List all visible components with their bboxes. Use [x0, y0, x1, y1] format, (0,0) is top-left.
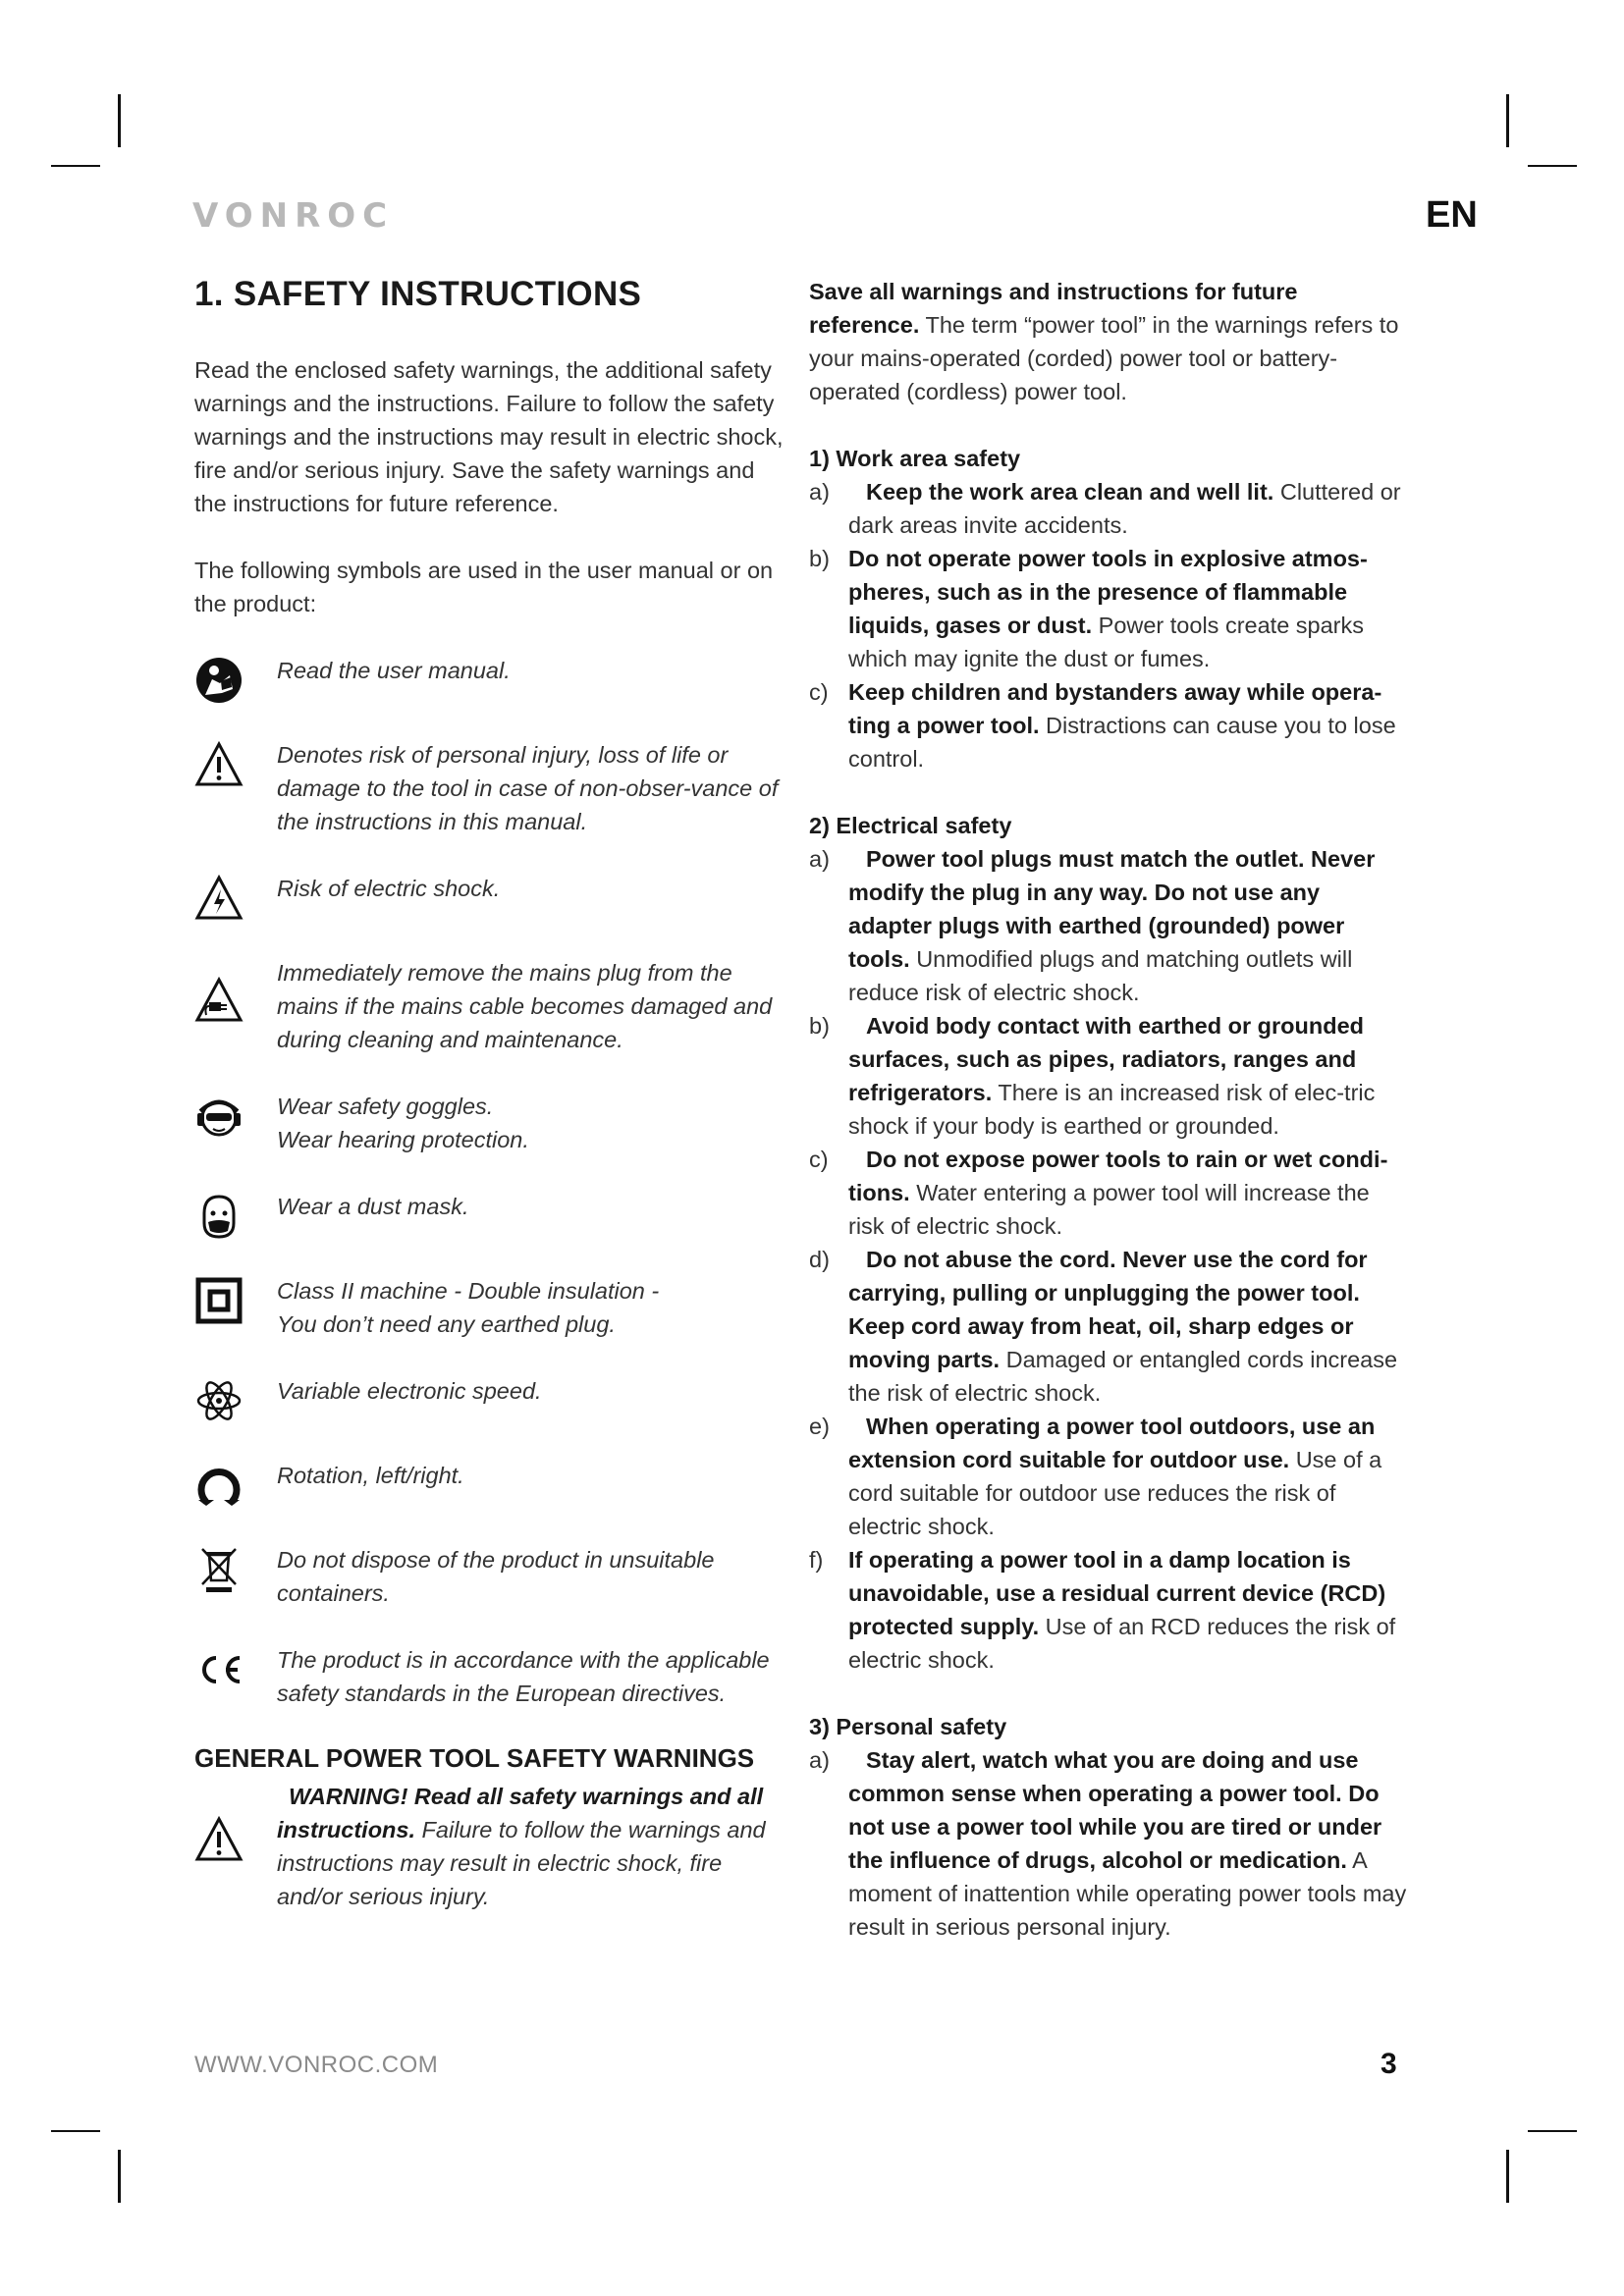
item-bold: Do not expose power tools to rain or wet condi-tions.: [848, 1147, 1388, 1205]
list-item: [809, 1143, 1408, 1243]
warning-triangle-icon: [194, 1815, 244, 1864]
crop-mark: [118, 2150, 121, 2203]
rotation-icon: [194, 1461, 244, 1510]
page-number: 3: [1380, 2048, 1397, 2080]
item-label: a): [809, 479, 830, 505]
warning-rest: Failure to follow the warnings and instructions may result in electric shock, fire and/or serious injury.: [277, 1817, 766, 1909]
symbol-row: [194, 1643, 791, 1710]
item-label: a): [809, 1747, 830, 1773]
item-bold: Avoid body contact with earthed or grounded surfaces, such as pipes, radiators, ranges and refrigerators.: [848, 1013, 1365, 1105]
item-bold: When operating a power tool outdoors, use an extension cord suitable for outdoor use.: [848, 1414, 1376, 1472]
item-label: b): [809, 546, 830, 571]
weee-bin-icon: [194, 1545, 244, 1594]
symbol-text: Do not dispose of the product in unsuitable containers.: [277, 1547, 715, 1606]
symbol-text: Denotes risk of personal injury, loss of life or damage to the tool in case of non-obser-vance of the instructions in this manual.: [277, 742, 779, 834]
save-rest: The term “power tool” in the warnings refers to your mains-operated (corded) power tool or battery-operated (cordless) power tool.: [809, 312, 1399, 404]
item-label: b): [809, 1013, 830, 1039]
general-warning-text: [277, 1780, 791, 1913]
item-text: Unmodified plugs and matching outlets will reduce risk of electric shock.: [848, 946, 1353, 1005]
item-label: c): [809, 679, 829, 705]
list-item: [809, 1410, 1408, 1543]
warning-triangle-icon: [194, 740, 244, 789]
list-item: [809, 1543, 1408, 1677]
save-instructions: [809, 275, 1408, 408]
general-warning-block: [194, 1780, 791, 1913]
list-item: [809, 675, 1408, 775]
symbol-row: [194, 1190, 791, 1241]
list-item: [809, 1243, 1408, 1410]
symbol-row: [194, 1543, 791, 1610]
symbol-row: [194, 956, 791, 1056]
right-column: [809, 275, 1408, 1944]
symbol-row: [194, 1459, 791, 1510]
brand-logo: VONROC: [192, 196, 395, 236]
symbol-row: [194, 1274, 791, 1341]
manual-icon: [194, 656, 244, 705]
list-item: [809, 842, 1408, 1009]
variable-speed-icon: [194, 1376, 244, 1425]
item-bold: If operating a power tool in a damp location is unavoidable, use a residual current device (RCD) protected supply.: [848, 1547, 1386, 1639]
list-item: [809, 1743, 1408, 1944]
symbol-row: [194, 1090, 791, 1156]
item-label: f): [809, 1547, 824, 1573]
item-text: Power tools create sparks which may ignite the dust or fumes.: [848, 613, 1365, 671]
section-heading: 3) Personal safety: [809, 1714, 1007, 1739]
item-text: There is an increased risk of elec-tric shock if your body is earthed or grounded.: [848, 1080, 1376, 1139]
symbol-text: Rotation, left/right.: [277, 1463, 464, 1488]
page-title: 1. SAFETY INSTRUCTIONS: [194, 275, 642, 313]
item-text: Use of an RCD reduces the risk of electric shock.: [848, 1614, 1396, 1673]
intro-paragraph: Read the enclosed safety warnings, the additional safety warnings and the instructions. Failure to follow the safety warnings and the instructions may result in electric shock, fire and/or serious injury. Save the safety warnings and the instructions for future reference.: [194, 357, 784, 516]
ce-mark-icon: [194, 1645, 244, 1694]
symbol-text: Wear safety goggles. Wear hearing protection.: [277, 1094, 529, 1152]
item-text: A moment of inattention while operating power tools may result in serious personal injury.: [848, 1847, 1407, 1940]
symbol-row: [194, 738, 791, 838]
item-bold: Power tool plugs must match the outlet. Never modify the plug in any way. Do not use any adapter plugs with earthed (grounded) power tools.: [848, 846, 1376, 972]
crop-mark: [1506, 2150, 1509, 2203]
save-bold: Save all warnings and instructions for future reference.: [809, 279, 1298, 338]
symbol-text: Wear a dust mask.: [277, 1194, 469, 1219]
list-item: [809, 542, 1408, 675]
symbol-row: [194, 1374, 791, 1425]
crop-mark: [1506, 94, 1509, 147]
section-personal: [809, 1710, 1408, 1944]
crop-mark: [51, 165, 100, 167]
item-text: Use of a cord suitable for outdoor use reduces the risk of electric shock.: [848, 1447, 1382, 1539]
crop-mark: [1528, 2130, 1577, 2132]
warning-bold: WARNING! Read all safety warnings and all instructions.: [277, 1784, 764, 1842]
item-label: c): [809, 1147, 829, 1172]
symbol-text: Class II machine - Double insulation - You don’t need any earthed plug.: [277, 1278, 660, 1337]
section-work-area: [809, 442, 1408, 775]
item-bold: Do not operate power tools in explosive atmos-pheres, such as in the presence of flammable liquids, gases or dust.: [848, 546, 1368, 638]
section-heading: 2) Electrical safety: [809, 813, 1012, 838]
symbol-text: The product is in accordance with the applicable safety standards in the European directives.: [277, 1647, 770, 1706]
symbol-text: Variable electronic speed.: [277, 1378, 542, 1404]
goggles-hearing-icon: [194, 1092, 244, 1141]
list-item: [809, 475, 1408, 542]
item-label: d): [809, 1247, 830, 1272]
item-label: a): [809, 846, 830, 872]
symbol-text: Risk of electric shock.: [277, 876, 501, 901]
symbol-row: [194, 654, 791, 705]
crop-mark: [1528, 165, 1577, 167]
item-bold: Keep the work area clean and well lit.: [866, 479, 1274, 505]
crop-mark: [51, 2130, 100, 2132]
symbol-text: Immediately remove the mains plug from the mains if the mains cable becomes damaged and during cleaning and maintenance.: [277, 960, 773, 1052]
item-text: Water entering a power tool will increase the risk of electric shock.: [848, 1180, 1370, 1239]
section-electrical: [809, 809, 1408, 1677]
item-bold: Keep children and bystanders away while opera-ting a power tool.: [848, 679, 1382, 738]
footer-url: WWW.VONROC.COM: [194, 2052, 439, 2078]
item-text: Distractions can cause you to lose control.: [848, 713, 1396, 772]
item-bold: Do not abuse the cord. Never use the cord for carrying, pulling or unplugging the power tool. Keep cord away from heat, oil, sharp edges or moving parts.: [848, 1247, 1368, 1372]
item-bold: Stay alert, watch what you are doing and use common sense when operating a power tool. Do not use a power tool while you are tired or under the influence of drugs, alcohol or medication.: [848, 1747, 1382, 1873]
item-text: Cluttered or dark areas invite accidents.: [848, 479, 1401, 538]
section-heading: 1) Work area safety: [809, 446, 1021, 471]
electric-shock-icon: [194, 874, 244, 923]
symbol-row: [194, 872, 791, 923]
language-code: EN: [1426, 194, 1478, 236]
dust-mask-icon: [194, 1192, 244, 1241]
unplug-icon: [194, 976, 244, 1025]
class-ii-icon: [194, 1276, 244, 1325]
crop-mark: [118, 94, 121, 147]
item-text: Damaged or entangled cords increase the risk of electric shock.: [848, 1347, 1398, 1406]
general-warnings-heading: GENERAL POWER TOOL SAFETY WARNINGS: [194, 1743, 755, 1773]
left-column: [194, 275, 791, 1913]
symbol-text: Read the user manual.: [277, 658, 511, 683]
item-label: e): [809, 1414, 830, 1439]
list-item: [809, 1009, 1408, 1143]
symbols-intro: The following symbols are used in the user manual or on the product:: [194, 558, 774, 616]
